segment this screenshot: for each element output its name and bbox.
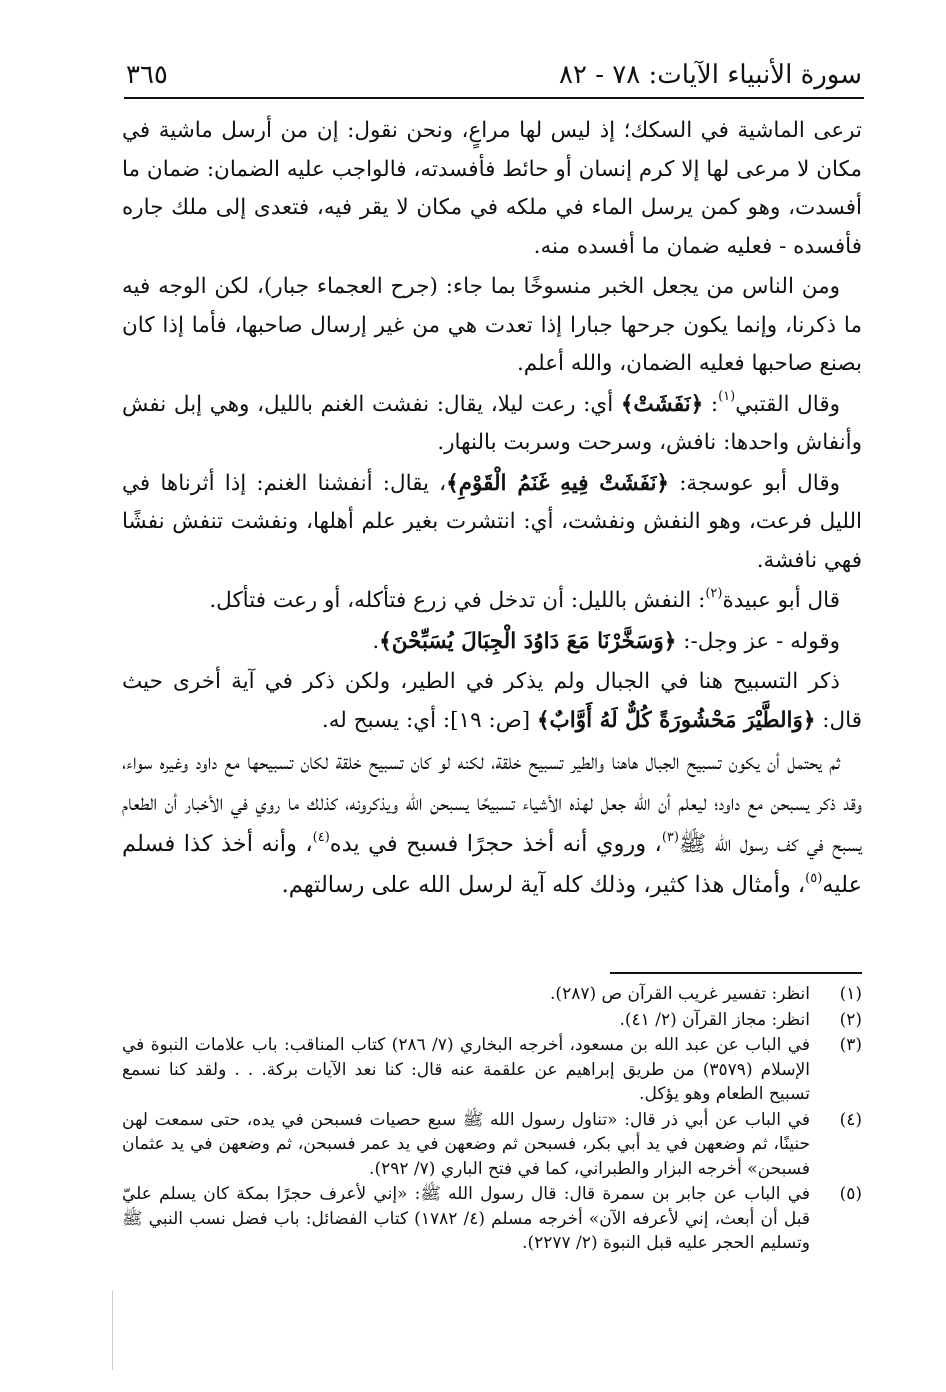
footnote-ref-2: (٢) (705, 585, 723, 601)
quran-quote: ﴿نَفَشَتْ﴾ (620, 391, 704, 417)
paragraph-4-text: وقال أبو عوسجة: (669, 470, 840, 496)
margin-line (112, 1290, 113, 1370)
paragraph-1: ترعى الماشية في السكك؛ إذ ليس لها مراعٍ، ونحن نقول: إن من أرسل ماشية في مكان لا مرعى لها إلا كرم إنسان أو حائط فأفسدته، فالواجب عليه الضمان: ضمان ما أفسدت، وهو كمن يرسل الماء في ملكه في مكان لا يقر فيه، فتعدى إلى ملك جاره فأفسده - فعليه ضمان ما أفسده منه. (122, 118, 862, 259)
footnote-number: (٣) (839, 1035, 862, 1055)
footnote-5 (122, 1182, 862, 1256)
footnote-divider (610, 972, 862, 974)
footnote-number: (١) (839, 984, 862, 1004)
paragraph-6 (122, 623, 862, 662)
page-header (126, 52, 862, 92)
footnote-2 (122, 1008, 862, 1033)
footnote-4 (122, 1108, 862, 1182)
main-text (122, 112, 862, 908)
running-title: سورة الأنبياء الآيات: ٧٨ - ٨٢ (559, 60, 862, 90)
paragraph-3-text: أي: رعت ليلا، يقال: نفشت الغنم بالليل، وهي إبل نفش وأنفاش واحدها: نافش، وسرحت وسربت بالنهار. (122, 391, 862, 455)
paragraph-8-text: ثم يحتمل أن يكون تسبيح الجبال هاهنا والطير تسبيح خلقة، لكنه لو كان تسبيح خلقة لكان تسبيحها مع داود وغيره سواء، وقد ذكر يسبحن مع داود؛ ليعلم أن الله جعل لهذه الأشياء تسبيحًا يسبحن الله ويذكرونه، كذلك ما روي في الأخبار أن الطعام يسبح في كف رسول الله ﷺ (122, 749, 862, 857)
footnote-3 (122, 1033, 862, 1107)
footnote-text: انظر: تفسير غريب القرآن ص (٢٨٧). (550, 984, 810, 1004)
quran-quote: ﴿وَسَخَّرْنَا مَعَ دَاوُدَ الْجِبَالَ يُسَبِّحْنَ﴾ (379, 628, 677, 654)
paragraph-6-text: . (372, 628, 380, 654)
footnote-text: في الباب عن أبي ذر قال: «تناول رسول الله ﷺ سبع حصيات فسبحن في يده، حتى سمعت لهن حنينًا، ثم وضعهن في يد أبي بكر، فسبحن ثم وضعهن في يد عمر فسبحن، ثم وضعهن في يد عثمان فسبحن» أخرجه البزار والطبراني، كما في فتح الباري (٧/ ٢٩٢). (122, 1109, 810, 1179)
paragraph-5 (122, 582, 862, 621)
paragraph-8-text: ، وأنه أخذ كذا فسلم عليه (122, 831, 862, 898)
paragraph-5-text: : النفش بالليل: أن تدخل في زرع فتأكله، أو رعت فتأكل. (209, 588, 706, 613)
page-number: ٣٦٥ (126, 60, 168, 90)
footnote-number: (٤) (839, 1109, 862, 1130)
paragraph-3-text: وقال القتبي (735, 391, 840, 417)
footnote-text: في الباب عن جابر بن سمرة قال: قال رسول الله ﷺ: «إني لأعرف حجرًا بمكة كان يسلم عليّ قبل أن أبعث، إني لأعرفه الآن» أخرجه مسلم (٤/ ١٧٨٢) كتاب الفضائل: باب فضل نسب النبي ﷺ وتسليم الحجر عليه قبل النبوة (٢/ ٢٢٧٧). (122, 1184, 810, 1253)
paragraph-8-text: ، وأمثال هذا كثير، وذلك كله آية لرسل الله على رسالتهم. (281, 872, 806, 898)
paragraph-4-text: ، يقال: أنفشنا الغنم: إذا أثرناها في الليل فرعت، وهو النفش ونفشت، أي: انتشرت بغير علم أهلها، ونفشت تنفش نفشًا فهي نافشة. (122, 470, 862, 573)
footnote-number: (٥) (839, 1184, 862, 1204)
paragraph-3-text: : (703, 391, 719, 417)
footnote-ref-5: (٥) (805, 870, 823, 886)
paragraph-8 (122, 742, 862, 906)
quran-quote: ﴿نَفَشَتْ فِيهِ غَنَمُ الْقَوْمِ﴾ (446, 470, 670, 496)
footnote-text: في الباب عن عبد الله بن مسعود، أخرجه البخاري (٧/ ٢٨٦) كتاب المناقب: باب علامات النبوة في الإسلام (٣٥٧٩) من طريق إبراهيم عن علقمة عنه قال: كنا نعد الآيات بركة. . . ولقد كنا نسمع تسبيح الطعام وهو يؤكل. (122, 1035, 810, 1104)
quran-quote: ﴿وَالطَّيْرَ مَحْشُورَةً كُلٌّ لَهُ أَوَّابٌ﴾ (536, 707, 816, 733)
paragraph-7 (122, 663, 862, 740)
paragraph-5-text: قال أبو عبيدة (722, 588, 840, 613)
paragraph-3 (122, 386, 862, 463)
header-divider (124, 97, 864, 99)
footnote-number: (٢) (839, 1009, 862, 1030)
paragraph-2: ومن الناس من يجعل الخبر منسوخًا بما جاء: (جرح العجماء جبار)، لكن الوجه فيه ما ذكرنا، وإنما يكون جرحها جبارا إذا تعدت هي من غير إرسال صاحبها، فأما إذا كان بصنع صاحبها فعليه الضمان، والله أعلم. (122, 274, 862, 376)
footnote-ref-4: (٤) (312, 829, 330, 845)
paragraph-6-text: وقوله - عز وجل-: (676, 628, 840, 654)
footnote-ref-1: (١) (718, 389, 736, 405)
footnote-ref-3: (٣) (661, 829, 679, 845)
footnote-text: انظر: مجاز القرآن (٢/ ٤١). (619, 1009, 810, 1030)
paragraph-7-text: [ص: ١٩]: أي: يسبح له. (321, 707, 537, 733)
footnote-1 (122, 982, 862, 1007)
paragraph-7-text: ذكر التسبيح هنا في الجبال ولم يذكر في الطير، ولكن ذكر في آية أخرى حيث قال: (122, 669, 862, 733)
footnotes (122, 982, 862, 1257)
paragraph-8-text: ، وروي أنه أخذ حجرًا فسبح في يده (329, 831, 662, 857)
paragraph-4 (122, 465, 862, 581)
